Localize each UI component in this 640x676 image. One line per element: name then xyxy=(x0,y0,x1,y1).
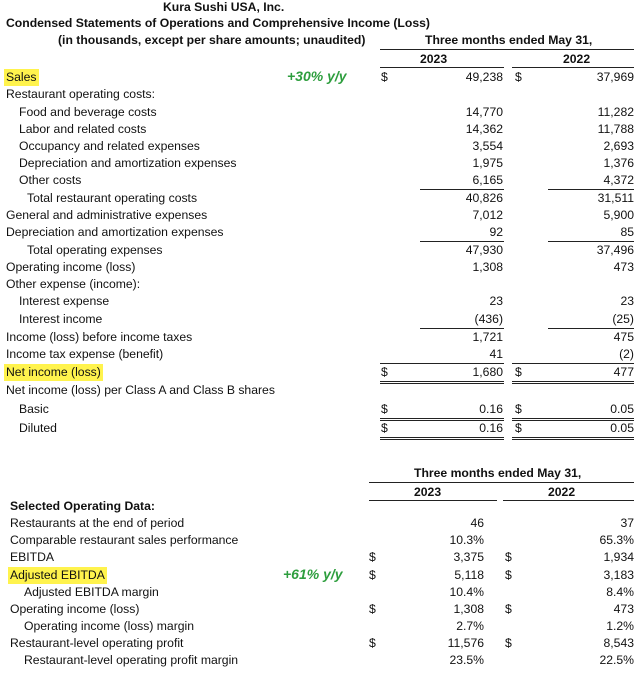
value-2023: 5,118 xyxy=(454,568,484,582)
value-2022: 1,376 xyxy=(603,156,634,170)
row-label: Food and beverage costs xyxy=(19,105,157,119)
row-label: Total operating expenses xyxy=(27,243,163,257)
table-row xyxy=(0,635,640,652)
row-label: Comparable restaurant sales performance xyxy=(10,533,239,547)
double-underline-2023 xyxy=(380,437,504,438)
table-row xyxy=(0,121,640,138)
row-label: Income (loss) before income taxes xyxy=(6,330,193,344)
row-label: Operating income (loss) xyxy=(6,260,136,274)
value-2023: (436) xyxy=(474,312,503,326)
table-row xyxy=(0,207,640,224)
currency-symbol: $ xyxy=(505,550,512,564)
value-2022: 37,496 xyxy=(596,243,634,257)
value-2022: 85 xyxy=(620,225,634,239)
row-label: Depreciation and amortization expenses xyxy=(19,156,237,170)
currency-symbol: $ xyxy=(381,365,388,379)
double-underline-2022 xyxy=(512,418,634,419)
currency-symbol: $ xyxy=(381,70,388,84)
table-row xyxy=(0,86,640,103)
value-2023: 7,012 xyxy=(472,208,503,222)
table-row xyxy=(0,601,640,618)
table-row xyxy=(0,190,640,207)
value-2022: 473 xyxy=(613,260,634,274)
currency-symbol: $ xyxy=(515,365,522,379)
value-2023: 3,375 xyxy=(453,550,484,564)
value-2022: 473 xyxy=(613,602,634,616)
value-2022: 1,934 xyxy=(603,550,634,564)
row-label: Restaurant operating costs: xyxy=(6,87,156,101)
double-underline-2022 xyxy=(512,437,634,438)
currency-symbol: $ xyxy=(505,636,512,650)
value-2023: 10.3% xyxy=(449,533,484,547)
double-underline-2023 xyxy=(380,418,504,419)
value-2023: 1,680 xyxy=(472,365,503,379)
value-2022: 23 xyxy=(620,294,634,308)
value-2023: 11,576 xyxy=(447,636,484,650)
table-row xyxy=(0,293,640,310)
currency-symbol: $ xyxy=(515,70,522,84)
row-label: Adjusted EBITDA margin xyxy=(24,585,159,599)
value-2023: 47,930 xyxy=(465,243,503,257)
currency-symbol: $ xyxy=(369,602,376,616)
value-2022: 0.05 xyxy=(610,421,634,435)
company-name: Kura Sushi USA, Inc. xyxy=(163,0,285,14)
value-2022: 5,900 xyxy=(603,208,634,222)
period-label-bottom: Three months ended May 31, xyxy=(414,466,582,480)
row-label: Diluted xyxy=(19,421,57,435)
table-row xyxy=(0,364,640,381)
value-2022: 0.05 xyxy=(610,402,634,416)
row-label: Occupancy and related expenses xyxy=(19,139,200,153)
value-2022: 37 xyxy=(620,516,634,530)
value-2022: 11,788 xyxy=(597,122,634,136)
table-row xyxy=(0,155,640,172)
value-2023: 1,308 xyxy=(453,602,484,616)
table-row xyxy=(0,515,640,532)
value-2022: 2,693 xyxy=(603,139,634,153)
value-2022: 11,282 xyxy=(597,105,634,119)
table-row xyxy=(0,401,640,418)
row-label: Interest income xyxy=(19,312,103,326)
row-label: Other costs xyxy=(19,173,82,187)
currency-symbol: $ xyxy=(515,402,522,416)
value-2023: 10.4% xyxy=(449,585,484,599)
value-2022: 22.5% xyxy=(599,653,634,667)
value-2023: 14,770 xyxy=(465,105,503,119)
value-2023: 23 xyxy=(489,294,503,308)
table-row xyxy=(0,382,640,399)
currency-symbol: $ xyxy=(369,550,376,564)
currency-symbol: $ xyxy=(505,602,512,616)
row-label: Restaurant-level operating profit margin xyxy=(24,653,239,667)
value-2022: 475 xyxy=(613,330,634,344)
value-2022: (25) xyxy=(612,312,634,326)
value-2023: 6,165 xyxy=(472,173,503,187)
currency-symbol: $ xyxy=(369,568,376,582)
table-row xyxy=(0,618,640,635)
table-row xyxy=(0,498,640,515)
value-2023: 14,362 xyxy=(465,122,503,136)
value-2023: 1,721 xyxy=(472,330,503,344)
value-2022: 4,372 xyxy=(603,173,634,187)
year-2022-top: 2022 xyxy=(563,52,591,66)
value-2023: 92 xyxy=(489,225,503,239)
table-row xyxy=(0,652,640,669)
value-2022: 65.3% xyxy=(599,533,634,547)
period-underline-bottom xyxy=(369,482,634,483)
table-row xyxy=(0,567,640,584)
value-2022: 8.4% xyxy=(606,585,634,599)
value-2022: 477 xyxy=(613,365,634,379)
year-underline-2022-top xyxy=(512,67,634,68)
double-underline-2022 xyxy=(512,439,634,440)
value-2023: 40,826 xyxy=(465,191,503,205)
value-2023: 1,308 xyxy=(472,260,503,274)
period-underline-top xyxy=(380,49,634,50)
row-label-sales: Sales xyxy=(6,70,37,84)
table-row xyxy=(0,549,640,566)
table-row xyxy=(0,104,640,121)
section-title: Selected Operating Data: xyxy=(10,499,155,513)
row-label: Restaurant-level operating profit xyxy=(10,636,184,650)
table-row xyxy=(0,346,640,363)
row-label: Restaurants at the end of period xyxy=(10,516,185,530)
value-2022: 1.2% xyxy=(606,619,634,633)
row-label: Total restaurant operating costs xyxy=(27,191,198,205)
row-label: Other expense (income): xyxy=(6,277,141,291)
double-underline-2023 xyxy=(380,439,504,440)
table-row xyxy=(0,311,640,328)
value-2023: 23.5% xyxy=(449,653,484,667)
row-label: General and administrative expenses xyxy=(6,208,208,222)
year-2023-bottom: 2023 xyxy=(414,485,442,499)
value-2022: 3,183 xyxy=(603,568,634,582)
value-2022: 37,969 xyxy=(596,70,634,84)
table-row xyxy=(0,242,640,259)
table-row xyxy=(0,584,640,601)
currency-symbol: $ xyxy=(369,636,376,650)
currency-symbol: $ xyxy=(381,402,388,416)
table-row xyxy=(0,259,640,276)
row-label-net-income: Net income (loss) xyxy=(6,365,101,379)
row-label: Labor and related costs xyxy=(19,122,147,136)
value-2023: 41 xyxy=(489,347,503,361)
year-2022-bottom: 2022 xyxy=(548,485,576,499)
value-2023: 1,975 xyxy=(472,156,503,170)
value-2022: (2) xyxy=(619,347,634,361)
statement-title: Condensed Statements of Operations and Comprehensive Income (Loss) xyxy=(6,16,430,30)
table-row xyxy=(0,532,640,549)
year-2023-top: 2023 xyxy=(420,52,448,66)
currency-symbol: $ xyxy=(505,568,512,582)
row-label: EBITDA xyxy=(10,550,55,564)
table-row xyxy=(0,172,640,189)
value-2023: 0.16 xyxy=(479,421,503,435)
sales-yoy-annotation: +30% y/y xyxy=(287,68,347,84)
value-2022: 31,511 xyxy=(597,191,634,205)
table-row xyxy=(0,276,640,293)
row-label: Income tax expense (benefit) xyxy=(6,347,164,361)
value-2023: 49,238 xyxy=(465,70,503,84)
row-label: Operating income (loss) xyxy=(10,602,140,616)
period-label-top: Three months ended May 31, xyxy=(425,33,593,47)
row-label-adjusted-ebitda: Adjusted EBITDA xyxy=(10,568,105,582)
value-2023: 3,554 xyxy=(472,139,503,153)
currency-symbol: $ xyxy=(515,421,522,435)
row-label: Depreciation and amortization expenses xyxy=(6,225,224,239)
value-2023: 46 xyxy=(470,516,484,530)
value-2022: 8,543 xyxy=(603,636,634,650)
year-underline-2023-top xyxy=(380,67,504,68)
value-2023: 2.7% xyxy=(456,619,484,633)
units-note: (in thousands, except per share amounts; unaudited) xyxy=(58,33,366,47)
table-row xyxy=(0,224,640,241)
row-label: Net income (loss) per Class A and Class B shares xyxy=(6,383,275,397)
row-label: Operating income (loss) margin xyxy=(24,619,195,633)
table-row xyxy=(0,329,640,346)
ebitda-yoy-annotation: +61% y/y xyxy=(283,566,343,582)
value-2023: 0.16 xyxy=(479,402,503,416)
row-label: Interest expense xyxy=(19,294,110,308)
currency-symbol: $ xyxy=(381,421,388,435)
table-row xyxy=(0,69,640,86)
table-row xyxy=(0,138,640,155)
row-label: Basic xyxy=(19,402,49,416)
table-row xyxy=(0,420,640,437)
